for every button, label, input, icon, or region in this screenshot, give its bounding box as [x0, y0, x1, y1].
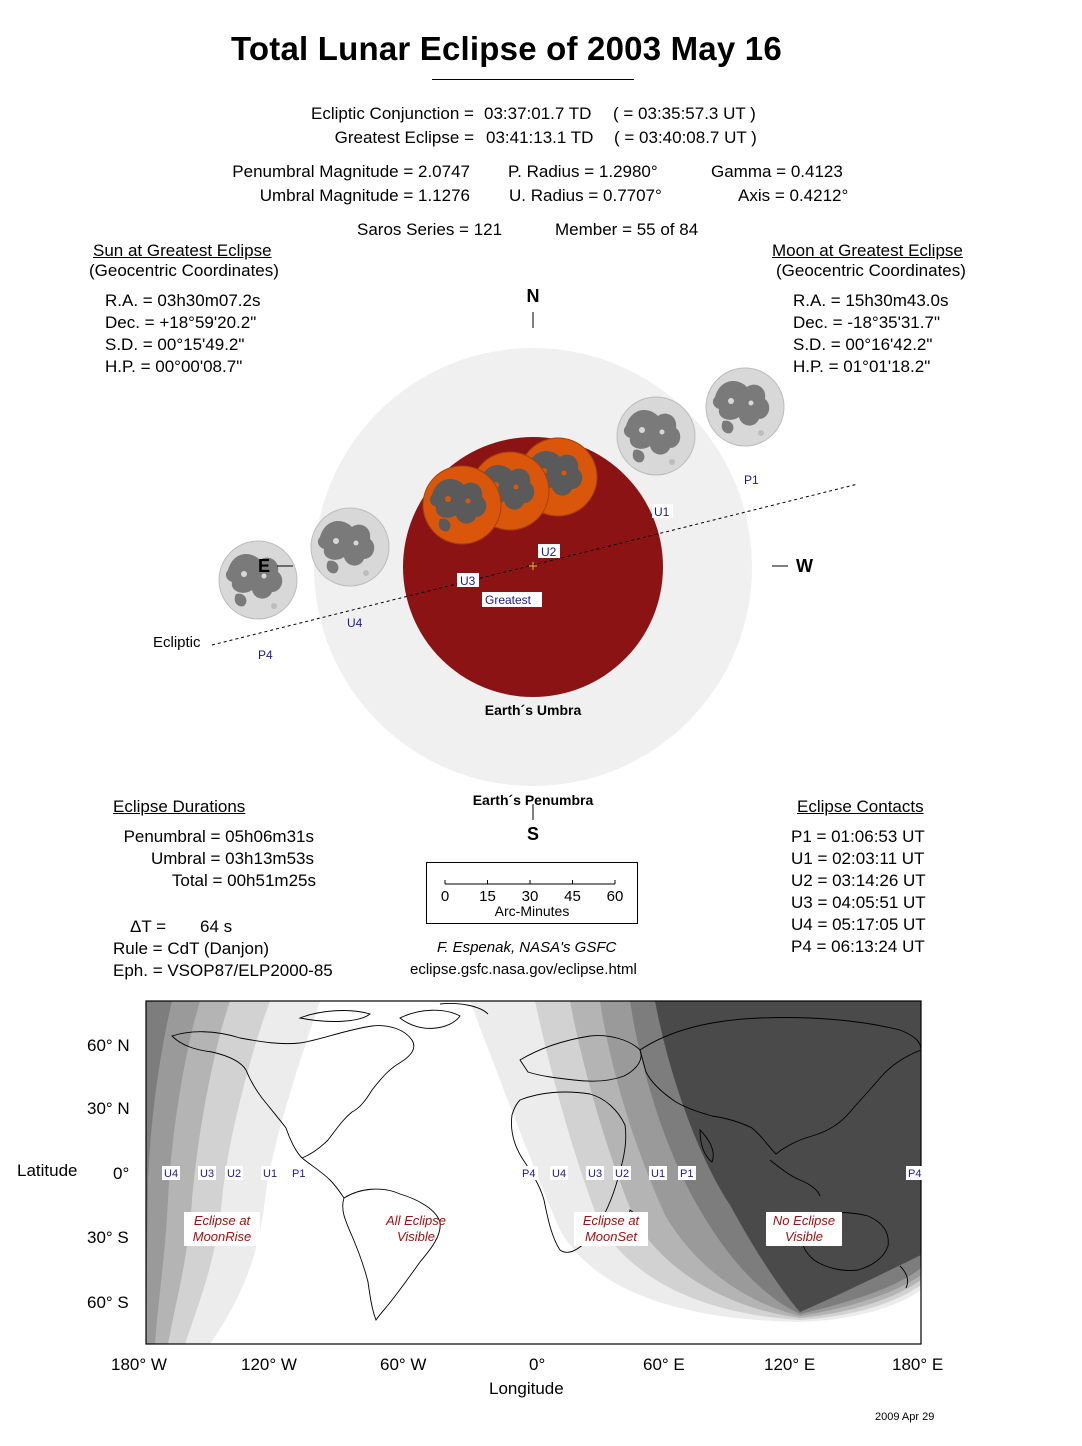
- region-moonrise-line1: Eclipse at: [193, 1213, 251, 1228]
- contact-p1: P1 = 01:06:53 UT: [791, 827, 925, 846]
- sun-heading: Sun at Greatest Eclipse: [93, 241, 272, 260]
- lat-tick-0: 0°: [113, 1164, 130, 1183]
- contact-label-u3: U3: [460, 574, 476, 588]
- lon-tick-120w: 120° W: [241, 1355, 297, 1374]
- umbra-label: Earth´s Umbra: [484, 702, 582, 718]
- map-label-p1-east: P1: [680, 1168, 694, 1180]
- saros-series: Saros Series = 121: [357, 220, 503, 239]
- contact-label-u2: U2: [541, 545, 557, 559]
- lon-tick-180e: 180° E: [892, 1355, 944, 1374]
- contact-u1: U1 = 02:03:11 UT: [791, 849, 925, 868]
- map-label-p4-east: P4: [522, 1168, 536, 1180]
- scale-unit: Arc-Minutes: [494, 903, 570, 919]
- east-label: E: [258, 556, 271, 576]
- lon-axis-label: Longitude: [489, 1379, 564, 1398]
- region-none-line2: Visible: [784, 1229, 824, 1244]
- duration-penumbral: Penumbral = 05h06m31s: [123, 827, 314, 846]
- contact-p4: P4 = 06:13:24 UT: [791, 937, 925, 956]
- ecliptic-conjunction-ut: ( = 03:35:57.3 UT ): [613, 104, 756, 123]
- contact-u3: U3 = 04:05:51 UT: [791, 893, 926, 912]
- greatest-eclipse-td: 03:41:13.1 TD: [486, 128, 594, 147]
- region-moonrise-line2: MoonRise: [192, 1229, 252, 1244]
- map-label-p4-far-east: P4: [908, 1168, 922, 1180]
- lon-tick-60e: 60° E: [643, 1355, 685, 1374]
- scale-tick-60: 60: [606, 888, 624, 905]
- date-stamp: 2009 Apr 29: [875, 1411, 935, 1423]
- scale-tick-30: 30: [521, 888, 539, 905]
- moon-u4: [311, 508, 389, 586]
- moon-dec: Dec. = -18°35'31.7": [793, 313, 940, 332]
- region-none-line1: No Eclipse: [772, 1213, 836, 1228]
- moon-u1: [617, 397, 695, 475]
- lat-tick-30s: 30° S: [87, 1228, 129, 1247]
- axis: Axis = 0.4212°: [738, 186, 849, 205]
- lon-tick-0: 0°: [529, 1355, 546, 1374]
- moon-u3: [423, 466, 501, 544]
- contact-u2: U2 = 03:14:26 UT: [791, 871, 926, 890]
- greatest-label: Greatest: [485, 593, 532, 607]
- map-label-u3-east: U3: [588, 1168, 603, 1180]
- ephemeris: Eph. = VSOP87/ELP2000-85: [113, 961, 333, 980]
- lon-tick-180w: 180° W: [111, 1355, 167, 1374]
- ecliptic-conjunction-label: Ecliptic Conjunction =: [310, 104, 474, 123]
- moon-sd: S.D. = 00°16'42.2": [793, 335, 933, 354]
- moon-ra: R.A. = 15h30m43.0s: [793, 291, 949, 310]
- penumbral-magnitude: Penumbral Magnitude = 2.0747: [232, 162, 470, 181]
- moon-heading: Moon at Greatest Eclipse: [772, 241, 963, 260]
- scale-tick-0: 0: [440, 888, 450, 905]
- map-label-u1-west: U1: [263, 1168, 278, 1180]
- map-label-u4-east: U4: [552, 1168, 567, 1180]
- lat-axis-label: Latitude: [17, 1161, 78, 1180]
- sun-sd: S.D. = 00°15'49.2": [105, 335, 245, 354]
- map-label-u2-east: U2: [615, 1168, 630, 1180]
- lat-tick-60n: 60° N: [87, 1036, 130, 1055]
- region-all-line2: Visible: [396, 1229, 436, 1244]
- moon-subheading: (Geocentric Coordinates): [776, 261, 966, 280]
- lon-tick-120e: 120° E: [764, 1355, 816, 1374]
- region-all-line1: All Eclipse: [386, 1213, 446, 1228]
- map-label-p1-west: P1: [292, 1168, 306, 1180]
- region-moonset-line2: MoonSet: [584, 1229, 638, 1244]
- duration-umbral: Umbral = 03h13m53s: [150, 849, 314, 868]
- moon-hp: H.P. = 01°01'18.2": [793, 357, 931, 376]
- title-rule: [432, 79, 634, 80]
- credit-author: F. Espenak, NASA's GSFC: [437, 939, 617, 956]
- contact-label-p4: P4: [258, 648, 273, 662]
- contact-u4: U4 = 05:17:05 UT: [791, 915, 926, 934]
- p-radius: P. Radius = 1.2980°: [508, 162, 658, 181]
- ecliptic-conjunction-td: 03:37:01.7 TD: [484, 104, 592, 123]
- arc-minute-scale: [426, 862, 638, 924]
- north-label: N: [526, 286, 540, 306]
- durations-heading: Eclipse Durations: [113, 797, 246, 816]
- sun-dec: Dec. = +18°59'20.2": [105, 313, 257, 332]
- duration-total: Total = 00h51m25s: [171, 871, 316, 890]
- map-label-u3-west: U3: [200, 1168, 215, 1180]
- ecliptic-label: Ecliptic: [153, 634, 201, 651]
- u-radius: U. Radius = 0.7707°: [509, 186, 662, 205]
- greatest-eclipse-label: Greatest Eclipse =: [334, 128, 474, 147]
- south-label: S: [526, 824, 540, 844]
- lat-tick-60s: 60° S: [87, 1293, 129, 1312]
- map-label-u1-east: U1: [651, 1168, 666, 1180]
- scale-tick-45: 45: [564, 888, 581, 905]
- delta-t-value: 64 s: [200, 917, 233, 936]
- moon-p4: [219, 541, 297, 619]
- contact-label-u4: U4: [347, 616, 363, 630]
- map-label-u4-west: U4: [164, 1168, 179, 1180]
- sun-subheading: (Geocentric Coordinates): [89, 261, 279, 280]
- moon-p1: [706, 368, 784, 446]
- contact-label-u1: U1: [654, 505, 670, 519]
- lon-tick-60w: 60° W: [380, 1355, 427, 1374]
- delta-t-label: ΔT =: [130, 917, 167, 936]
- greatest-eclipse-ut: ( = 03:40:08.7 UT ): [614, 128, 757, 147]
- saros-member: Member = 55 of 84: [555, 220, 699, 239]
- scale-tick-15: 15: [479, 888, 496, 905]
- visibility-map: [0, 995, 1082, 1385]
- rule: Rule = CdT (Danjon): [113, 939, 270, 958]
- sun-hp: H.P. = 00°00'08.7": [105, 357, 243, 376]
- sun-ra: R.A. = 03h30m07.2s: [105, 291, 261, 310]
- gamma: Gamma = 0.4123: [711, 162, 843, 181]
- contacts-heading: Eclipse Contacts: [797, 797, 924, 816]
- penumbra-label: Earth´s Penumbra: [472, 792, 594, 808]
- west-label: W: [796, 556, 813, 576]
- contact-label-p1: P1: [744, 473, 759, 487]
- page-title: Total Lunar Eclipse of 2003 May 16: [231, 30, 782, 67]
- region-moonset-line1: Eclipse at: [582, 1213, 640, 1228]
- eclipse-diagram: [0, 280, 1082, 860]
- map-label-u2-west: U2: [227, 1168, 242, 1180]
- lat-tick-30n: 30° N: [87, 1099, 130, 1118]
- umbral-magnitude: Umbral Magnitude = 1.1276: [259, 186, 470, 205]
- credit-url: eclipse.gsfc.nasa.gov/eclipse.html: [410, 961, 637, 978]
